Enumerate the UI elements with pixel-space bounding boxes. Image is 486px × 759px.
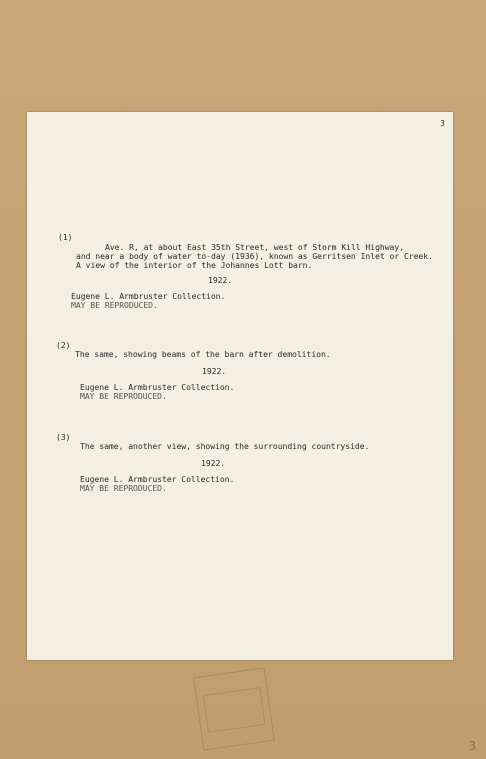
entry-1-collection: Eugene L. Armbruster Collection. [71, 291, 226, 301]
library-stamp-inner [203, 687, 266, 733]
entry-3-year: 1922. [201, 458, 226, 468]
entry-1-line-3: A view of the interior of the Johannes Lott barn. [76, 260, 313, 270]
library-stamp [193, 667, 275, 750]
entry-1-line-2: and near a body of water to-day (1936), known as Gerritsen Inlet or Creek. [76, 251, 433, 261]
entry-1-number: (1) [58, 232, 73, 242]
entry-2-year: 1922. [202, 366, 227, 376]
entry-3-line-1: The same, another view, showing the surrounding countryside. [80, 441, 370, 451]
corner-number: 3 [468, 739, 476, 753]
entry-1-reproduce: MAY BE REPRODUCED. [71, 300, 158, 310]
page-number: 3 [440, 119, 445, 128]
entry-2-number: (2) [56, 340, 71, 350]
entry-1-line-1: Ave. R, at about East 35th Street, west of Storm Kill Highway, [105, 242, 405, 252]
entry-3-number: (3) [56, 432, 71, 442]
entry-2-collection: Eugene L. Armbruster Collection. [80, 382, 235, 392]
entry-2-line-1: The same, showing beams of the barn after demolition. [75, 349, 331, 359]
typed-sheet [27, 112, 453, 660]
entry-3-collection: Eugene L. Armbruster Collection. [80, 474, 235, 484]
entry-2-reproduce: MAY BE REPRODUCED. [80, 391, 167, 401]
entry-3-reproduce: MAY BE REPRODUCED. [80, 483, 167, 493]
entry-1-year: 1922. [208, 275, 233, 285]
